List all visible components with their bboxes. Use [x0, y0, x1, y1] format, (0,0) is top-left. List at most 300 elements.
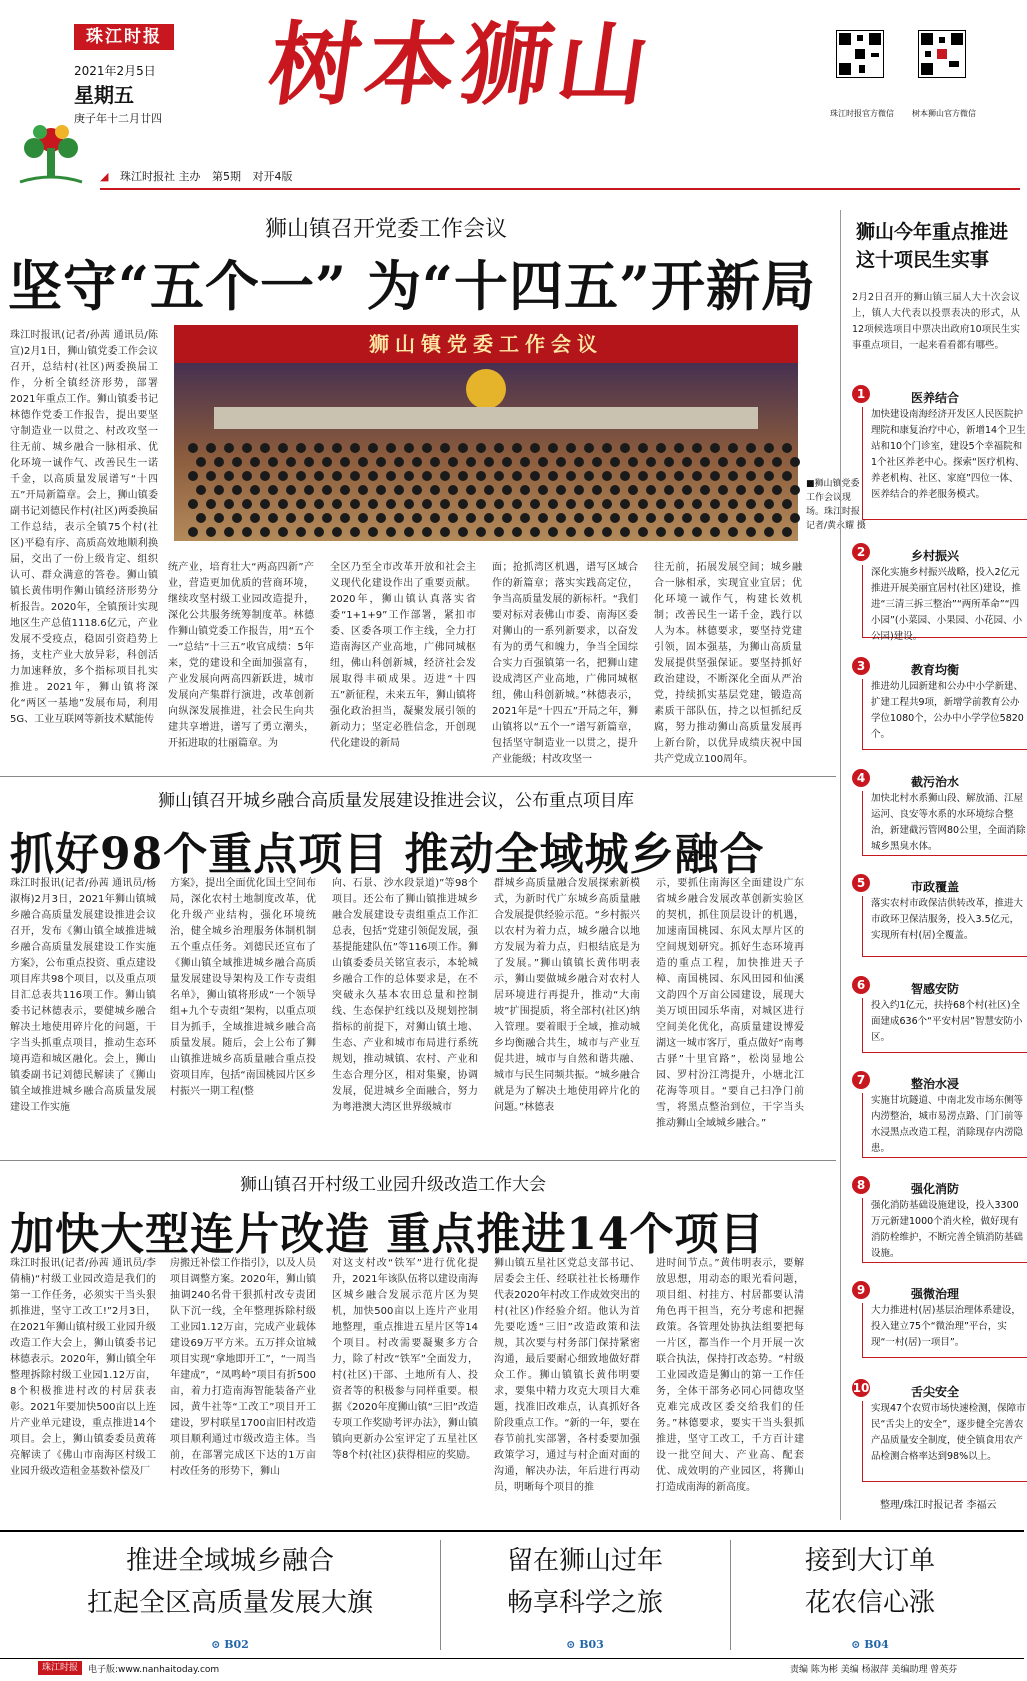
- audience-member: [548, 499, 558, 509]
- item-heading: 强微治理: [910, 1287, 959, 1301]
- audience-member: [268, 457, 278, 467]
- audience-member: [548, 471, 558, 481]
- audience-member: [466, 457, 476, 467]
- item-text: 大力推进村(居)基层治理体系建设，投入建立75个“微治理”平台，实现“一村(居)一项目”。: [862, 1303, 1027, 1358]
- audience-member: [196, 485, 206, 495]
- audience-member: [340, 513, 350, 523]
- issue-number: 第5期: [211, 170, 241, 183]
- audience-member: [422, 471, 432, 481]
- audience-member: [512, 499, 522, 509]
- item-number-badge: 6: [852, 976, 870, 994]
- sidebar-item: [852, 385, 1026, 523]
- audience-member: [188, 471, 198, 481]
- sidebar-item: [852, 543, 1023, 642]
- audience-member: [260, 499, 270, 509]
- section-divider: [0, 776, 836, 777]
- audience-member: [386, 527, 396, 537]
- audience-member: [692, 499, 702, 509]
- audience-member: [250, 457, 260, 467]
- audience-member: [358, 485, 368, 495]
- audience-member: [628, 485, 638, 495]
- article-column: 全区乃至全市改革开放和社会主义现代化建设作出了重要贡献。2020年，狮山镇认真落实省委“1+1+9”工作部署，紧扣市委、区委各项工作主线，全力打造南海区产业高地，广佛同城枢纽，佛山科创新城，经济社会发展取得丰硕成果。迈进“十四五”新征程，未来五年，狮山镇将强化政治担当，凝聚发展引领的新动力；坚定必胜信念，开创现代化建设的新局: [330, 562, 476, 749]
- article-column: 群城乡高质量融合发展探索新模式，为新时代广东城乡高质量融合发展提供经验示范。“乡村振兴以农村为着力点，城乡融合以地方发展为着力点，归根结底是为了发展。”狮山镇镇长黄伟明表示，狮山要做城乡融合对农村人居环境进行再提升，推动“大南坡”扩围提质，将全部村(社区)纳入管理。要着眼于全域，推动城乡均衡融合共生，城市与产业互促共进，城市与自然和谐共融、城市与民生同频共振。“城乡融合就是为了解决土地使用碎片化的问题。”林德表: [494, 878, 640, 1113]
- audience-member: [700, 485, 710, 495]
- audience-member: [754, 457, 764, 467]
- audience-member: [754, 485, 764, 495]
- audience-member: [602, 443, 612, 453]
- audience-member: [718, 513, 728, 523]
- promo-line: 花农信心涨: [804, 1588, 935, 1618]
- audience-member: [502, 457, 512, 467]
- audience-member: [430, 513, 440, 523]
- audience-member: [530, 471, 540, 481]
- article-column: 统产业，培育壮大“两高四新”产业，营造更加优质的营商环境，继续攻坚村级工业园改造提升，深化公共服务统筹制度革。林德作狮山镇党委工作报告，用“五个一”总结“十三五”收官成绩：5年来，党的建设和全面加强富有，产业发展向两高四新跃进，城市发展向产集群行演进，改革创新向纵深发展推进，社会民生向共建共享增进，谱写了勇立潮头，开拓进取的壮丽篇章。为: [168, 562, 314, 749]
- audience-member: [196, 457, 206, 467]
- audience-member: [584, 499, 594, 509]
- audience-member: [502, 485, 512, 495]
- sidebar-item: [852, 874, 1024, 960]
- audience-member: [638, 527, 648, 537]
- audience-member: [520, 457, 530, 467]
- audience-member: [188, 527, 198, 537]
- article-headline: 坚守“五个一” 为“十四五”开新局: [8, 254, 817, 318]
- audience-member: [430, 485, 440, 495]
- audience-member: [368, 471, 378, 481]
- audience-member: [286, 457, 296, 467]
- audience-member: [206, 443, 216, 453]
- stage-table: [214, 407, 758, 429]
- audience-member: [790, 457, 800, 467]
- audience-member: [214, 485, 224, 495]
- audience-member: [638, 471, 648, 481]
- audience-member: [512, 443, 522, 453]
- audience-member: [656, 499, 666, 509]
- audience-member: [404, 471, 414, 481]
- article-column: 对这支村改“铁军”进行优化提升，2021年该队伍将以建设南海区城乡融合发展示范片区为契机，加快500亩以上连片产业用地整理，重点推进五星片区等14个项目。村改需要凝聚多方合力，除了村改“铁军”全面发力，村(社区)干部、土地所有人、投资者等的积极参与同样重要。根据《2020年度狮山镇“三旧”改造专项工作奖励考评办法》，狮山镇镇向更新办公室评定了五星社区等8个村(社区)获得相应的奖励。: [332, 1258, 478, 1461]
- promo-separator: [730, 1540, 731, 1650]
- promo-b03[interactable]: [460, 1540, 710, 1666]
- item-heading: 医养结合: [910, 391, 959, 405]
- audience-member: [494, 499, 504, 509]
- item-text: 推进幼儿园新建和公办中小学新建、扩建工程共9项，新增学前教育公办学位1080个，公办中小学学位5820个。: [862, 679, 1027, 750]
- audience-member: [350, 443, 360, 453]
- audience-member: [332, 527, 342, 537]
- audience-member: [782, 443, 792, 453]
- audience-member: [638, 443, 648, 453]
- page-link[interactable]: ⊙ B02: [211, 1638, 249, 1651]
- audience-member: [206, 527, 216, 537]
- audience-member: [332, 499, 342, 509]
- audience-member: [404, 527, 414, 537]
- item-number-badge: 4: [852, 769, 870, 787]
- sidebar-item: [852, 1176, 1024, 1266]
- audience-member: [350, 499, 360, 509]
- audience-member: [404, 499, 414, 509]
- audience-member: [484, 485, 494, 495]
- audience-member: [674, 443, 684, 453]
- audience-member: [386, 443, 396, 453]
- audience-member: [728, 443, 738, 453]
- article-column: 珠江时报讯(记者/孙茜 通讯员/杨淑梅)2月3日，2021年狮山镇城乡融合高质量发展建设推进会议召开，发布《狮山镇全域推进城乡融合高质量发展建设工作实施方案》，公布重点投资、重点建设项目库共98个项目，以及重点项目汇总表共116项工作。狮山镇委书记林德表示，要健城乡融合解决土地使用碎片化的问题，干字当头抓重点项目，推动生态环境再造和城区融化。会上，狮山镇委副书记刘德民解读了《狮山镇全域推进城乡融合高质量发展建设工作实施: [10, 878, 156, 1113]
- audience-member: [296, 471, 306, 481]
- sidebar-item: [852, 1379, 1026, 1485]
- audience-member: [232, 513, 242, 523]
- article-headline: 抓好98个重点项目 推动全域城乡融合: [10, 829, 765, 880]
- audience-member: [394, 485, 404, 495]
- audience-member: [610, 485, 620, 495]
- audience-member: [250, 513, 260, 523]
- audience-member: [296, 527, 306, 537]
- audience-member: [718, 485, 728, 495]
- audience-member: [538, 513, 548, 523]
- item-text: 加快北村水系狮山段、解放涌、江屋运河、良安等水系的水环境综合整治，新建截污管网80公里，全面消除城乡黑臭水体。: [862, 791, 1027, 856]
- audience-member: [304, 457, 314, 467]
- audience-member: [368, 527, 378, 537]
- audience-member: [574, 485, 584, 495]
- audience-member: [646, 513, 656, 523]
- page-link-label: B02: [224, 1638, 249, 1651]
- audience-member: [764, 471, 774, 481]
- audience-member: [196, 513, 206, 523]
- audience-member: [304, 485, 314, 495]
- item-heading: 乡村振兴: [910, 549, 959, 563]
- audience-member: [602, 471, 612, 481]
- audience-member: [386, 471, 396, 481]
- page-link[interactable]: ⊙ B04: [851, 1638, 889, 1651]
- article-column: 进时间节点。”黄伟明表示，要解放思想，用动态的眼光看问题，项目组、村挂方、村居都要认清角色再干担当，充分考虑和把握政策。各管理处协执法组要把每一片区，都当作一个月开展一次联合执法，保持打改态势。“村级工业园改造是狮山的第一工作任务，全体干部务必同心同德攻坚克难完成改区委交给我们的任务。”林德要求，要实干当头狠抓推进，坚守工改工，千方百计建设一批空间大、产业高、配套优、成效明的产业园区，将狮山打造成南海的新高度。: [656, 1258, 804, 1493]
- audience-member: [700, 457, 710, 467]
- audience-member: [278, 499, 288, 509]
- page-link[interactable]: ⊙ B03: [566, 1638, 604, 1651]
- audience-member: [610, 457, 620, 467]
- audience-member: [700, 513, 710, 523]
- audience-member: [512, 527, 522, 537]
- audience-member: [646, 485, 656, 495]
- promo-line: 推进全域城乡融合: [125, 1546, 334, 1576]
- audience-member: [782, 499, 792, 509]
- audience-member: [394, 513, 404, 523]
- audience-member: [592, 513, 602, 523]
- audience-member: [754, 513, 764, 523]
- audience-member: [520, 485, 530, 495]
- photo-caption: ■狮山镇党委工作会议现场。珠江时报记者/黄永耀 摄: [806, 479, 866, 531]
- audience-member: [602, 527, 612, 537]
- audience-member: [440, 527, 450, 537]
- audience-member: [584, 443, 594, 453]
- audience-member: [314, 527, 324, 537]
- audience-member: [548, 443, 558, 453]
- audience-member: [682, 457, 692, 467]
- audience-member: [224, 471, 234, 481]
- audience-member: [376, 485, 386, 495]
- sidebar-title-line: 这十项民生实事: [856, 249, 990, 271]
- audience-member: [530, 443, 540, 453]
- qr-caption: 珠江时报官方微信: [830, 109, 894, 118]
- sidebar-item: [852, 976, 1023, 1056]
- promo-b04[interactable]: [750, 1540, 990, 1666]
- audience-member: [278, 471, 288, 481]
- audience-member: [566, 471, 576, 481]
- article-column: 往无前，拓展发展空间；城乡融合一脉相承，实现宜业宜居；优化环境一诚作气，构建长效机制；改善民生一诺千金，践行以人为本。林德要求，要坚持党建引领，固本强基，为狮山高质量发展提供坚强保证。要坚持抓好政治建设，不断深化全面从严治党，持续抓实基层党建，锻造高素质干部队伍，持之以恒抓纪反腐，努力推动狮山高质量发展再上新台阶，以优异成绩庆祝中国共产党成立100周年。: [654, 562, 802, 765]
- audience-member: [602, 499, 612, 509]
- audience-member: [782, 471, 792, 481]
- audience-member: [746, 443, 756, 453]
- audience-member: [250, 485, 260, 495]
- audience-member: [502, 513, 512, 523]
- footer-logo: 珠江时报: [38, 1661, 82, 1675]
- audience-member: [638, 499, 648, 509]
- audience-member: [790, 485, 800, 495]
- audience-member: [322, 457, 332, 467]
- audience-member: [376, 457, 386, 467]
- audience-member: [494, 527, 504, 537]
- item-number-badge: 8: [852, 1176, 870, 1194]
- audience-member: [412, 485, 422, 495]
- item-text: 强化消防基础设施建设，投入3300万元新建1000个消火栓，做好现有消防栓维护，不断完善全镇消防基础设施。: [862, 1198, 1027, 1263]
- qr-caption: 树本狮山官方微信: [912, 109, 976, 118]
- sidebar-intro: 2月2日召开的狮山镇三届人大十次会议上，镇人大代表以投票表决的形式，从12项候选项目中票决出政府10项民生实事重点项目，一起来看看都有哪些。: [852, 292, 1020, 351]
- audience-member: [358, 513, 368, 523]
- sidebar-item: [852, 1071, 1024, 1161]
- tree-emblem-icon: [10, 118, 92, 194]
- audience-member: [448, 513, 458, 523]
- audience-member: [530, 527, 540, 537]
- audience-member: [296, 443, 306, 453]
- page-count: 对开4版: [252, 170, 293, 183]
- audience-member: [610, 513, 620, 523]
- audience-member: [620, 527, 630, 537]
- audience-member: [656, 471, 666, 481]
- audience-member: [682, 513, 692, 523]
- audience-member: [746, 527, 756, 537]
- audience-member: [242, 443, 252, 453]
- item-text: 实施甘坑隧道、中南北发市场东侧等内涝整治，城市易涝点路、门门前等水浸黑点改造工程，消除现存内涝隐患。: [862, 1093, 1027, 1158]
- audience-member: [466, 513, 476, 523]
- audience-member: [494, 443, 504, 453]
- audience-member: [476, 471, 486, 481]
- item-heading: 市政覆盖: [910, 880, 959, 894]
- sidebar-item: [852, 769, 1026, 859]
- audience-member: [224, 499, 234, 509]
- article-column: 方案》，提出全面优化国土空间布局，深化农村土地制度改革，优化升级产业结构，强化环境统治，健全城乡治理服务体制机制五个重点任务。刘德民还宣布了《狮山镇全域推进城乡融合高质量发展建设导架构及工作专责组名单》，狮山镇将形成“一个领导组+九个专责组”架构，以重点项目为抓手，全域推进城乡融合高质量发展。随后，会上公布了狮山镇推进城乡高质量融合重点投资项目库，包括“南国桃园片区乡村振兴一期工程(整: [170, 878, 316, 1097]
- audience-member: [206, 471, 216, 481]
- promo-divider: [0, 1530, 1024, 1532]
- audience-member: [466, 485, 476, 495]
- audience-member: [538, 457, 548, 467]
- audience-member: [268, 485, 278, 495]
- audience-member: [440, 499, 450, 509]
- audience-member: [322, 513, 332, 523]
- section-divider: [0, 1160, 836, 1161]
- audience-member: [664, 485, 674, 495]
- audience-member: [224, 443, 234, 453]
- audience-member: [656, 527, 666, 537]
- audience-member: [350, 471, 360, 481]
- qr-code-icon: [836, 30, 884, 78]
- audience-member: [566, 499, 576, 509]
- audience-member: [692, 443, 702, 453]
- item-number-badge: 7: [852, 1071, 870, 1089]
- audience-member: [214, 457, 224, 467]
- audience-member: [386, 499, 396, 509]
- item-number-badge: 5: [852, 874, 870, 892]
- audience-member: [628, 513, 638, 523]
- item-heading: 截污治水: [910, 775, 959, 789]
- lunar-date: 庚子年十二月廿四: [74, 112, 162, 125]
- issue-weekday: 星期五: [74, 83, 134, 107]
- audience-member: [458, 443, 468, 453]
- audience-member: [314, 499, 324, 509]
- audience-member: [484, 457, 494, 467]
- item-number-badge: 9: [852, 1281, 870, 1299]
- audience-member: [476, 443, 486, 453]
- promo-b02[interactable]: [40, 1540, 420, 1666]
- audience-member: [710, 527, 720, 537]
- audience-member: [682, 485, 692, 495]
- sidebar-item: [852, 1281, 1021, 1361]
- audience-member: [520, 513, 530, 523]
- photo-banner: 狮山镇党委工作会议: [174, 325, 798, 363]
- audience-member: [260, 471, 270, 481]
- audience-member: [790, 513, 800, 523]
- audience-member: [764, 527, 774, 537]
- audience-member: [412, 457, 422, 467]
- audience-member: [674, 527, 684, 537]
- audience-member: [476, 499, 486, 509]
- audience-member: [674, 499, 684, 509]
- item-text: 加快建设南海经济开发区人民医院护理院和康复治疗中心，新增14个卫生站和10个门诊室，建设5个幸福院和1个社区养老中心。探索“医疗机构、养老机构、社区、家庭”四位一体、医养结合的养老服务模式。: [862, 407, 1027, 520]
- audience-member: [620, 471, 630, 481]
- audience-member: [232, 457, 242, 467]
- audience-member: [350, 527, 360, 537]
- audience-member: [574, 513, 584, 523]
- article-column: 房搬迁补偿工作指引》，以及人员项目调整方案。2020年，狮山镇抽调240名骨干狠抓村改专责团队下沉一线，全年整理拆除村级工业园1.12万亩，完成产业载体建设69万平方米。五万拌众谊城项目实现“拿地即开工”，“一周当年建成”，“凤鸣岭”项目有折500亩，着力打造南海智能装备产业园，黄牛社等“工改工”项目开工建设，罗村联星1700亩旧村改造项目顺利通过市级改造主体。当前，在部署完成区下达的1万亩村改任务的形势下，狮山: [170, 1258, 316, 1477]
- audience-member: [314, 471, 324, 481]
- sidebar-credit: 整理/珠江时报记者 李福云: [880, 1500, 997, 1511]
- article-kicker: 狮山镇召开城乡融合高质量发展建设推进会议，公布重点项目库: [158, 791, 634, 811]
- audience-member: [746, 499, 756, 509]
- audience-member: [728, 527, 738, 537]
- audience-member: [512, 471, 522, 481]
- audience-member: [772, 457, 782, 467]
- audience-member: [458, 471, 468, 481]
- audience-member: [430, 457, 440, 467]
- audience-member: [710, 443, 720, 453]
- audience-member: [278, 443, 288, 453]
- audience-member: [422, 443, 432, 453]
- sidebar-item: [852, 657, 1024, 753]
- issue-date: 2021年2月5日: [74, 64, 156, 78]
- article-kicker: 狮山镇召开党委工作会议: [265, 217, 508, 242]
- audience-member: [368, 499, 378, 509]
- audience-member: [584, 471, 594, 481]
- article-headline: 加快大型连片改造 重点推进14个项目: [10, 1209, 765, 1260]
- article-column: 珠江时报讯(记者/孙茜 通讯员/李倩楠)“村级工业园改造是我们的第一工作任务，必须实干当头狠抓推进，坚守工改工!”2月3日，在2021年狮山镇村级工业园升级改造工作大会上，狮山镇委书记林德表示。2020年，狮山镇全年整理拆除村级工业园1.12万亩，8个积极推进村改的村居获表彰。2021年要加快500亩以上连片产业单元建设，重点推进14个项目。会上，狮山镇委委员黄蒋亮解读了《佛山市南海区村级工业园升级改造租金基数补偿及厂: [10, 1258, 156, 1477]
- page-link-label: B04: [864, 1638, 889, 1651]
- item-number-badge: 10: [852, 1381, 870, 1395]
- audience-member: [556, 513, 566, 523]
- item-heading: 教育均衡: [910, 663, 959, 677]
- audience-member: [674, 471, 684, 481]
- article-column: 狮山镇五星社区党总支部书记、居委会主任、经联社社长杨珊作代表2020年村改工作成效突出的村(社区)作经验介绍。他认为首先要吃透“三旧”改造政策和法规，其次要与村务部门保持紧密沟通，最后要耐心细致地做好群众工作。狮山镇镇长黄伟明要求，要集中精力攻克大项目大难题，找准旧改难点，认真抓好各阶段重点工作。“新的一年，要在春节前扎实部署，各村委要加强政策学习，通过与村企面对面的沟通，解决办法，年后进行再动员，明晰每个项目的推: [494, 1258, 640, 1493]
- audience-member: [628, 457, 638, 467]
- audience-member: [340, 485, 350, 495]
- audience-member: [728, 499, 738, 509]
- audience-member: [710, 499, 720, 509]
- audience-member: [592, 457, 602, 467]
- promo-separator: [440, 1540, 441, 1650]
- audience-member: [332, 443, 342, 453]
- audience-member: [530, 499, 540, 509]
- audience-member: [440, 443, 450, 453]
- audience-member: [260, 443, 270, 453]
- audience-member: [268, 513, 278, 523]
- audience-member: [736, 457, 746, 467]
- article-kicker: 狮山镇召开村级工业园升级改造工作大会: [240, 1175, 546, 1195]
- audience-member: [566, 527, 576, 537]
- audience-member: [782, 527, 792, 537]
- page-link-label: B03: [579, 1638, 604, 1651]
- promo-line: 畅享科学之旅: [506, 1588, 663, 1618]
- audience-member: [584, 527, 594, 537]
- sidebar-divider: [840, 210, 841, 1520]
- sidebar-title: [856, 218, 1022, 274]
- audience-member: [772, 485, 782, 495]
- audience-member: [718, 457, 728, 467]
- publisher: 珠江时报社 主办: [119, 170, 201, 183]
- audience-member: [242, 499, 252, 509]
- audience-member: [422, 527, 432, 537]
- publisher-icon: ◢: [100, 170, 109, 183]
- page-footer: [0, 1658, 1024, 1679]
- audience-member: [260, 527, 270, 537]
- audience-member: [404, 443, 414, 453]
- audience-member: [394, 457, 404, 467]
- footer-staff: 责编 陈为彬 美编 杨淑萍 美编助理 曾英芬: [790, 1665, 958, 1675]
- audience-member: [412, 513, 422, 523]
- audience-member: [566, 443, 576, 453]
- audience-member: [458, 499, 468, 509]
- qr-code-icon: [918, 30, 966, 78]
- meeting-photo: [174, 325, 798, 541]
- item-number-badge: 2: [852, 543, 870, 561]
- article-column: 珠江时报讯(记者/孙茜 通讯员/陈宣)2月1日，狮山镇党委工作会议召开，总结村(社区)两委换届工作，分析全镇经济形势，部署2021年重点工作。狮山镇委书记林德作党委工作报告，提出要坚守制造业一以贯之、村改攻坚一往无前、城乡融合一脉相承、优化环境一诚作气、改善民生一诺千金，以高质量发展谱写“十四五”开局新篇章。会上，狮山镇委副书记刘德民作村(社区)两委换届工作总结，表示全镇75个村(社区)平稳有序、高质高效地顺利换届，交出了一份上级肯定、组织认可、群众满意的答卷。狮山镇镇长黄伟明作狮山镇经济形势分析报告。2020年，全镇预计实现地区生产总值1118.6亿元，产业发展不受疫点，稳固引资趋势上扬，支柱产业大放异彩，科创活力加速释放，多个指标项目扎实推进。2021年，狮山镇将深化“两区一基地”发展布局，利用5G、工业互联网等新技术赋能传: [10, 330, 158, 725]
- audience-member: [448, 457, 458, 467]
- audience-member: [286, 485, 296, 495]
- audience-member: [358, 457, 368, 467]
- audience-member: [376, 513, 386, 523]
- audience-member: [646, 457, 656, 467]
- promo-line: 留在狮山过年: [506, 1546, 663, 1576]
- masthead-title: 树本狮山: [262, 12, 662, 118]
- sidebar-title-line: 狮山今年重点推进: [856, 221, 1009, 243]
- audience-member: [286, 513, 296, 523]
- edition-bar: [100, 168, 1020, 190]
- footer-website[interactable]: 电子版:www.nanhaitoday.com: [88, 1665, 220, 1675]
- promo-line: 接到大订单: [804, 1546, 935, 1576]
- audience-member: [574, 457, 584, 467]
- audience-member: [692, 471, 702, 481]
- audience-member: [188, 499, 198, 509]
- audience-member: [494, 471, 504, 481]
- audience-member: [476, 527, 486, 537]
- item-text: 投入约1亿元，扶持68个村(社区)全面建成636个“平安村居”智慧安防小区。: [862, 998, 1027, 1053]
- audience-member: [242, 471, 252, 481]
- item-text: 深化实施乡村振兴战略，投入2亿元推进开展美丽宜居村(社区)建设，推进“三清三拆三整治”“两所革命”“四小园”(小菜园、小果园、小花园、小公园)建设。: [862, 565, 1027, 638]
- audience-member: [664, 513, 674, 523]
- audience-member: [242, 527, 252, 537]
- audience-member: [368, 443, 378, 453]
